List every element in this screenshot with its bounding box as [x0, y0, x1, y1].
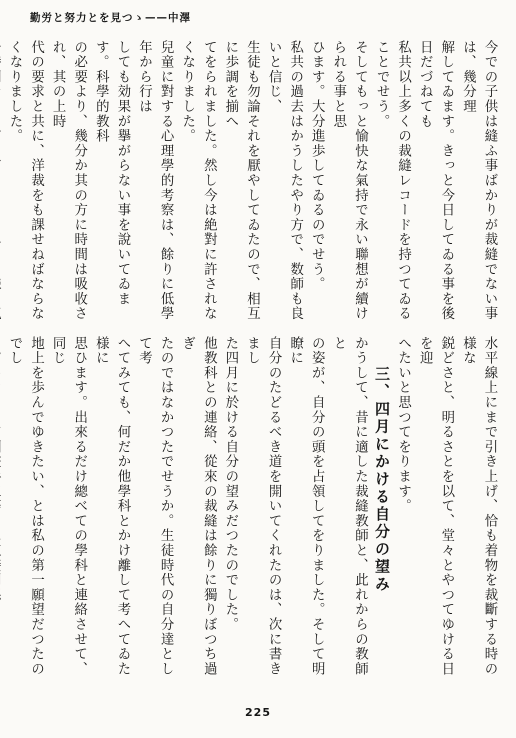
- text-line: 鋭どさと、明るさとを以て、堂々とやつてゆける日を迎: [417, 336, 454, 677]
- page-number: 225: [245, 706, 271, 719]
- text-line: 他教科との連絡、從來の裁縫は餘りに獨りぼつち過ぎ: [179, 336, 217, 677]
- text-line: かうして、昔に適した裁縫教師と、此れからの教師と: [330, 336, 368, 677]
- text-line: てをられました。然し今は絶對に許されなくなりました。: [179, 40, 217, 322]
- upper-text-block: [6, 40, 500, 325]
- text-line: 生徒も勿論それを厭やしてゐたので、相互に歩調を揃へ: [222, 40, 260, 322]
- text-line: 解してゐます。きっと今日してゐる事を後日だづねても: [417, 40, 454, 322]
- text-line: た四月に於ける自分の望みだつたのでした。: [222, 336, 238, 632]
- text-line: の姿が、自分の頭を占領してをりました。そして明瞭に: [287, 336, 325, 677]
- text-line: 地上を歩んでゆきたい、とは私の第一願望だつたのでし: [6, 336, 44, 677]
- text-line: 今での子供は縫ふ事ばかりが裁縫でない事は、幾分理: [460, 40, 497, 322]
- running-header: 勤労と努力とを見つゝ——中澤: [30, 12, 191, 24]
- text-line: [0, 336, 3, 686]
- text-line: 自分のたどるべき道を開いてくれたのは、次に書きまし: [244, 336, 282, 677]
- text-line: へたいと思つてをります。: [395, 336, 411, 514]
- text-line: 代の要求と共に、洋裁をも課せねばならなくなりました。: [6, 40, 44, 322]
- text-line: の必要より、幾分か其の方に時間は吸收され、其の上時: [50, 40, 87, 322]
- text-line: 水平線上にまで引き上げ、恰も着物を裁斷する時の様な: [460, 336, 497, 677]
- text-line: [0, 40, 3, 325]
- text-line: 私共以上多くの裁縫レコードを持つてゐることでせう。: [374, 40, 411, 322]
- block-divider: [30, 330, 500, 331]
- text-line: ひます。大分進歩してゐるのでせう。: [309, 40, 325, 292]
- text-line: 私共の過去はかうしたやり方で、数師も良いと信じ、: [266, 40, 303, 322]
- section-heading: 三、四月にかける自分の望み: [373, 366, 392, 594]
- text-line: そしてもっと愉快な氣持で永い聯想が續けられる事と思: [330, 40, 368, 322]
- text-line: たのではなかつたでせうか。生徒時代の自分達として考: [136, 336, 174, 677]
- text-line: 思ひます。出來るだけ總べての學科と連絡させて、同じ: [50, 336, 87, 677]
- text-line: へてみても、何だか他學科とかけ離して考へてゐた様に: [93, 336, 130, 677]
- text-line: 兒童に對する心理學的考察は、餘りに低學年から行は: [136, 40, 174, 322]
- text-line: しても効果が擧がらない事を說いてゐます。科學的教科: [93, 40, 130, 307]
- lower-text-block: [6, 336, 500, 686]
